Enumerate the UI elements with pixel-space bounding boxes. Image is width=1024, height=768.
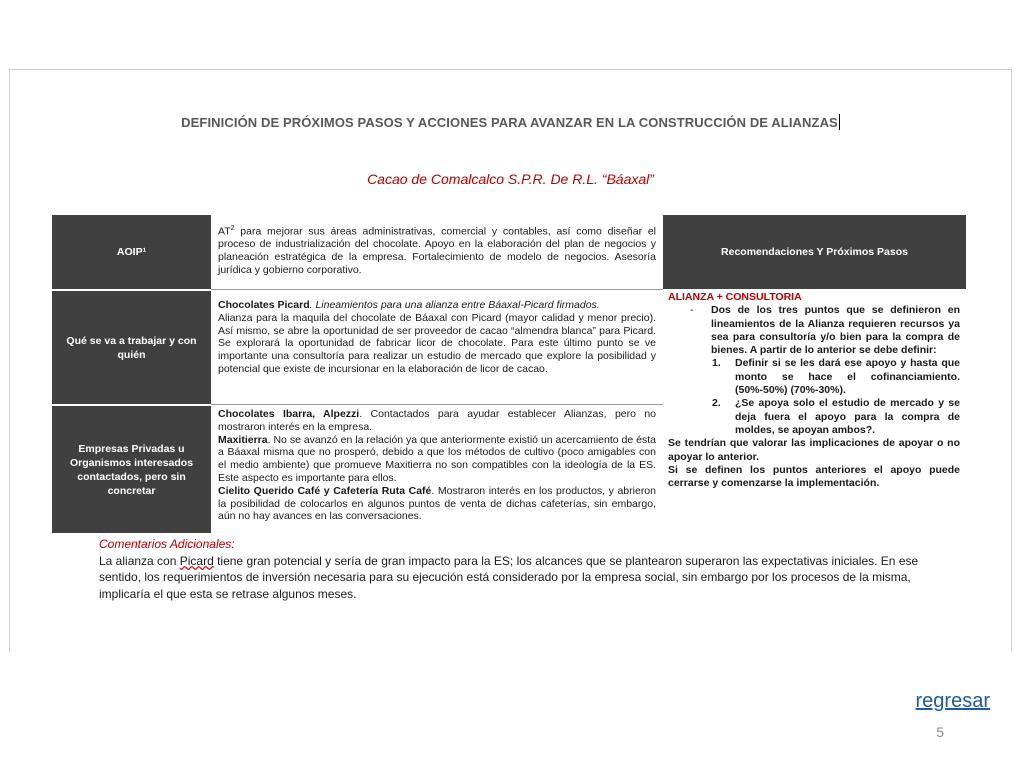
maxitierra-heading: Maxitierra <box>218 433 268 446</box>
recommendation-point <box>668 304 960 357</box>
recommendations-body <box>668 291 960 490</box>
document-title <box>10 114 1011 130</box>
text-cursor <box>839 114 840 130</box>
back-link[interactable]: regresar <box>915 690 990 712</box>
picard-subheading: . Lineamientos para una alianza entre Báaxal-Picard firmados. <box>309 299 600 311</box>
document-subtitle: Cacao de Comalcalco S.P.R. De R.L. “Báaxal” <box>367 171 654 187</box>
picard-heading: Chocolates Picard <box>218 299 310 311</box>
page-number: 5 <box>936 724 944 740</box>
row-header-label: Qué se va a trabajar y con quién <box>66 334 197 361</box>
row-body-que-trabajar <box>218 299 656 376</box>
item-number: 2. <box>712 397 721 410</box>
item-number: 1. <box>712 357 721 370</box>
comments-pre: La alianza con <box>99 553 180 568</box>
dash-bullet: - <box>690 304 694 317</box>
cielito-paragraph <box>218 485 656 523</box>
ibarra-heading: Chocolates Ibarra, Alpezzi <box>218 408 360 420</box>
comments-post: tiene gran potencial y sería de gran impacto para la ES; los alcances que se plantearon superaron las expectativas iniciales. En ese sentido, los requerimientos de inversión necesaria para su ejecución está considerado por la empresa social, sin embargo por los procesos de la misma, implicaría el que esta se retrase algunos meses. <box>99 553 919 601</box>
recommendation-item-2 <box>668 397 960 437</box>
recommendation-point-text: Dos de los tres puntos que se definieron en lineamientos de la Alianza requieren recursos ya sea para consultoría y/o bien para la compra de bienes. A partir de lo anterior se debe definir: <box>711 304 960 357</box>
footnote-marker: 2 <box>230 225 235 232</box>
row-header-empresas <box>52 406 211 533</box>
document-title-text: DEFINICIÓN DE PRÓXIMOS PASOS Y ACCIONES PARA AVANZAR EN LA CONSTRUCCIÓN DE ALIANZAS <box>181 115 838 130</box>
comments-text <box>99 553 929 603</box>
row-body-empresas <box>218 408 656 523</box>
ibarra-text: . Contactados para ayudar establecer Alianzas, pero no mostraron interés en la empresa. <box>218 408 657 433</box>
recommendations-header-label: Recomendaciones Y Próximos Pasos <box>721 246 908 258</box>
recommendations-header <box>663 215 966 289</box>
row-header-aoip <box>52 215 211 289</box>
ibarra-paragraph <box>218 408 656 434</box>
alliance-tag: ALIANZA + CONSULTORIA <box>668 291 802 303</box>
comments-label: Comentarios Adicionales: <box>99 537 235 551</box>
row-divider <box>211 289 663 290</box>
picard-heading-line <box>218 299 656 312</box>
additional-comments <box>99 536 929 602</box>
recommendation-item-1 <box>668 357 960 397</box>
row-body-aoip <box>218 223 656 277</box>
row-header-label: Empresas Privadas u Organismos interesados contactados, pero sin concretar <box>69 442 194 497</box>
maxitierra-text: . No se avanzó en la relación ya que anteriormente existió un acercamiento de ésta a Báaxal misma que no prosperó, debido a que los métodos de cultivo (poco amigables con el medio ambiente) que promueve Maxitierra no son compatibles con la ideología de la ES. Este aspecto es importante para ellos. <box>218 433 656 484</box>
cielito-heading: Cielito Querido Café y Cafetería Ruta Café <box>218 484 432 497</box>
row-header-que-trabajar <box>52 291 211 404</box>
row-body-text: para mejorar sus áreas administrativas, comercial y contables, así como diseñar el proceso de industrialización del chocolate. Apoyo en la elaboración del plan de negocios y planeación estratégica de la empresa. Fortalecimiento de modelo de negocios. Asesoría jurídica y gobierno corporativo. <box>218 225 656 276</box>
cielito-text: . Mostraron interés en los productos, y abrieron la posibilidad de colocarlos en algunos puntos de venta de dichas cafeterías, sin embargo, aún no hay avances en las conversaciones. <box>218 484 656 523</box>
comments-picard: Picard <box>179 553 214 568</box>
row-body-prefix: AT <box>218 225 231 238</box>
maxitierra-paragraph <box>218 434 656 485</box>
item-text: ¿Se apoya solo el estudio de mercado y se deja fuera el apoyo para la compra de moldes, se apoyan ambos?. <box>735 397 960 436</box>
item-text: Definir si se les dará ese apoyo y hasta que monto se hace el cofinanciamiento. (50%-50%) (70%-30%). <box>735 357 960 397</box>
picard-description: Alianza para la maquila del chocolate de Báaxal con Picard (mayor calidad y menor precio). Así mismo, se abre la oportunidad de ser proveedor de cacao “almendra blanca” para Picard. Se explorará la oportunidad de fabricar licor de chocolate. Para este último punto se ve importante una consultoría para realizar un estudio de mercado que explore la posibilidad y potencial que existe de incursionar en la elaboración de licor de cacao. <box>218 311 656 375</box>
recommendation-note-2: Si se definen los puntos anteriores el apoyo puede cerrarse y comenzarse la implementación. <box>668 463 960 490</box>
row-header-label: AOIP¹ <box>116 246 147 258</box>
row-divider <box>211 404 663 405</box>
recommendation-note-1: Se tendrían que valorar las implicaciones de apoyar o no apoyar lo anterior. <box>668 437 960 463</box>
